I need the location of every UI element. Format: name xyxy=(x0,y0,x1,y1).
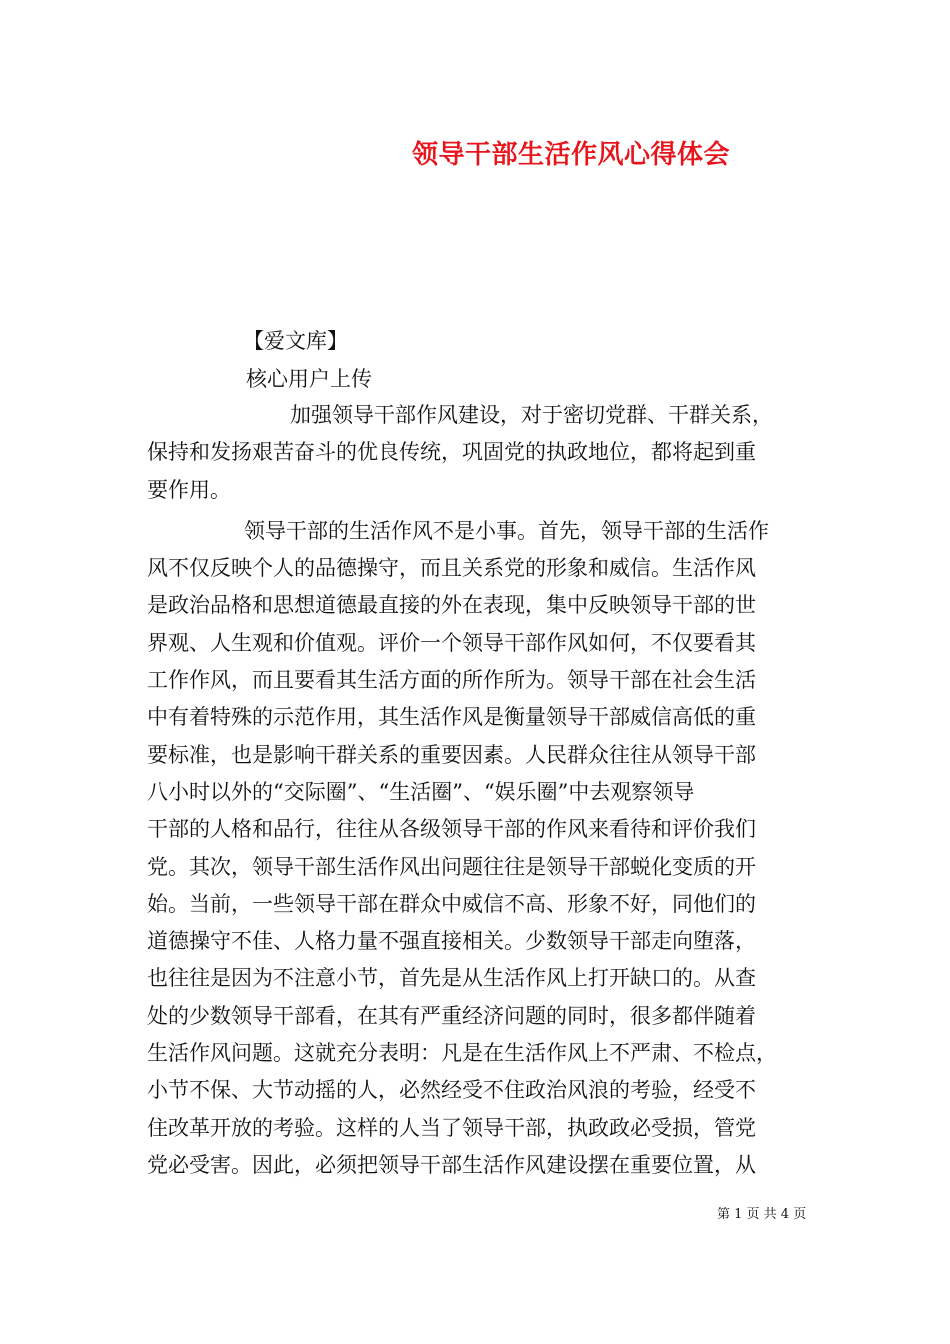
page-number: 第 1 页 共 4 页 xyxy=(717,1207,807,1222)
paragraph-line: 住改革开放的考验。这样的人当了领导干部，执政政必受损，管党 xyxy=(147,1115,756,1140)
paragraph-line: 生活作风问题。这就充分表明：凡是在生活作风上不严肃、不检点， xyxy=(147,1041,777,1066)
paragraph-line: 党。其次，领导干部生活作风出问题往往是领导干部蜕化变质的开 xyxy=(147,854,756,879)
source-label: 【爱文库】 xyxy=(243,329,348,353)
paragraph-line: 处的少数领导干部看，在其有严重经济问题的同时，很多都伴随着 xyxy=(147,1003,756,1028)
paragraph-line: 领导干部的生活作风不是小事。首先，领导干部的生活作 xyxy=(244,518,769,543)
uploader-label: 核心用户上传 xyxy=(246,367,372,391)
document-title: 领导干部生活作风心得体会 xyxy=(412,140,731,170)
paragraph-line: 要标准，也是影响干群关系的重要因素。人民群众往往从领导干部 xyxy=(147,742,756,767)
paragraph-line: 八小时以外的“交际圈”、“生活圈”、“娱乐圈”中去观察领导 xyxy=(147,779,695,804)
paragraph-line: 界观、人生观和价值观。评价一个领导干部作风如何，不仅要看其 xyxy=(147,630,756,655)
paragraph-line: 中有着特殊的示范作用，其生活作风是衡量领导干部威信高低的重 xyxy=(147,705,756,730)
paragraph-line: 要作用。 xyxy=(147,477,231,502)
paragraph-line: 风不仅反映个人的品德操守，而且关系党的形象和威信。生活作风 xyxy=(147,556,756,581)
paragraph-line: 始。当前，一些领导干部在群众中威信不高、形象不好，同他们的 xyxy=(147,891,756,916)
paragraph-line: 工作作风，而且要看其生活方面的所作所为。领导干部在社会生活 xyxy=(147,668,756,693)
paragraph-line: 小节不保、大节动摇的人，必然经受不住政治风浪的考验，经受不 xyxy=(147,1078,756,1103)
paragraph-line: 是政治品格和思想道德最直接的外在表现，集中反映领导干部的世 xyxy=(147,593,756,618)
paragraph-line: 道德操守不佳、人格力量不强直接相关。少数领导干部走向堕落， xyxy=(147,929,756,954)
paragraph-line: 干部的人格和品行，往往从各级领导干部的作风来看待和评价我们 xyxy=(147,817,756,842)
paragraph-line: 党必受害。因此，必须把领导干部生活作风建设摆在重要位置，从 xyxy=(147,1152,756,1177)
paragraph-line: 也往往是因为不注意小节，首先是从生活作风上打开缺口的。从查 xyxy=(147,966,756,991)
paragraph-line: 加强领导干部作风建设，对于密切党群、干群关系， xyxy=(290,403,773,427)
paragraph-line: 保持和发扬艰苦奋斗的优良传统，巩固党的执政地位，都将起到重 xyxy=(147,440,756,465)
document-body xyxy=(147,397,807,1184)
